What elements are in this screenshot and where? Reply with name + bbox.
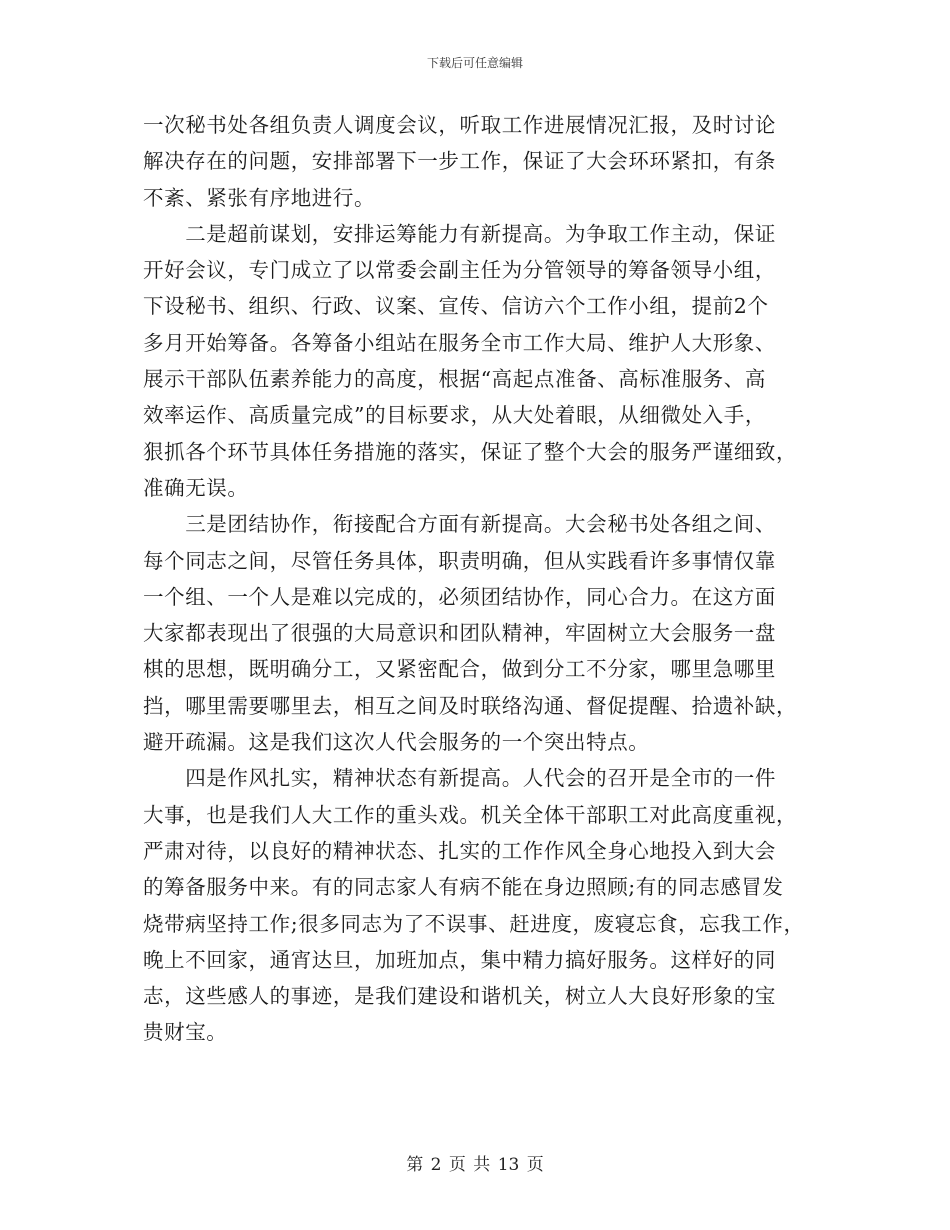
text-line: 一个组、一个人是难以完成的，必须团结协作，同心合力。在这方面: [143, 584, 776, 609]
text-line: 的筹备服务中来。有的同志家人有病不能在身边照顾;有的同志感冒发: [143, 875, 784, 900]
text-line: 展示干部队伍素养能力的高度，根据“高起点准备、高标准服务、高: [143, 367, 766, 392]
text-line: 贵财宝。: [143, 1020, 228, 1045]
text-line: 志，这些感人的事迹，是我们建设和谐机关，树立人大良好形象的宝: [143, 984, 776, 1009]
text-line: 一次秘书处各组负责人调度会议，听取工作进展情况汇报，及时讨论: [143, 113, 776, 137]
text-line: 严肃对待，以良好的精神状态、扎实的工作作风全身心地投入到大会: [143, 838, 776, 863]
text-line: 四是作风扎实，精神状态有新提高。人代会的召开是全市的一件: [143, 766, 776, 791]
text-line: 棋的思想，既明确分工，又紧密配合，做到分工不分家，哪里急哪里: [143, 657, 776, 682]
text-line: 多月开始筹备。各筹备小组站在服务全市工作大局、维护人大形象、: [143, 330, 776, 355]
document-body: [143, 107, 823, 1051]
text-line: 每个同志之间，尽管任务具体，职责明确，但从实践看许多事情仅靠: [143, 548, 776, 573]
text-line: 准确无误。: [143, 475, 249, 500]
text-line: 效率运作、高质量完成”的目标要求，从大处着眼，从细微处入手，: [143, 403, 766, 428]
text-line: 晚上不回家，通宵达旦，加班加点，集中精力搞好服务。这样好的同: [143, 947, 776, 972]
text-line: 烧带病坚持工作;很多同志为了不误事、赶进度，废寝忘食，忘我工作，: [143, 911, 805, 936]
text-line: 大事，也是我们人大工作的重头戏。机关全体干部职工对此高度重视，: [143, 802, 798, 827]
text-line: 二是超前谋划，安排运筹能力有新提高。为争取工作主动，保证: [143, 221, 776, 246]
text-line: 下设秘书、组织、行政、议案、宣传、信访六个工作小组，提前2个: [143, 294, 769, 319]
text-line: 三是团结协作，衔接配合方面有新提高。大会秘书处各组之间、: [143, 512, 776, 537]
text-line: 解决存在的问题，安排部署下一步工作，保证了大会环环紧扣，有条: [143, 149, 776, 174]
text-line: 不紊、紧张有序地进行。: [143, 185, 376, 210]
page-header: 下载后可任意编辑: [426, 56, 523, 70]
text-line: 狠抓各个环节具体任务措施的落实，保证了整个大会的服务严谨细致，: [143, 439, 798, 464]
text-line: 挡，哪里需要哪里去，相互之间及时联络沟通、督促提醒、拾遗补缺，: [143, 693, 798, 718]
text-line: 开好会议，专门成立了以常委会副主任为分管领导的筹备领导小组，: [143, 258, 776, 283]
page-footer: 第 2 页 共 13 页: [406, 1155, 544, 1175]
text-line: 大家都表现出了很强的大局意识和团队精神，牢固树立大会服务一盘: [143, 621, 776, 646]
text-line: 避开疏漏。这是我们这次人代会服务的一个突出特点。: [143, 730, 650, 755]
